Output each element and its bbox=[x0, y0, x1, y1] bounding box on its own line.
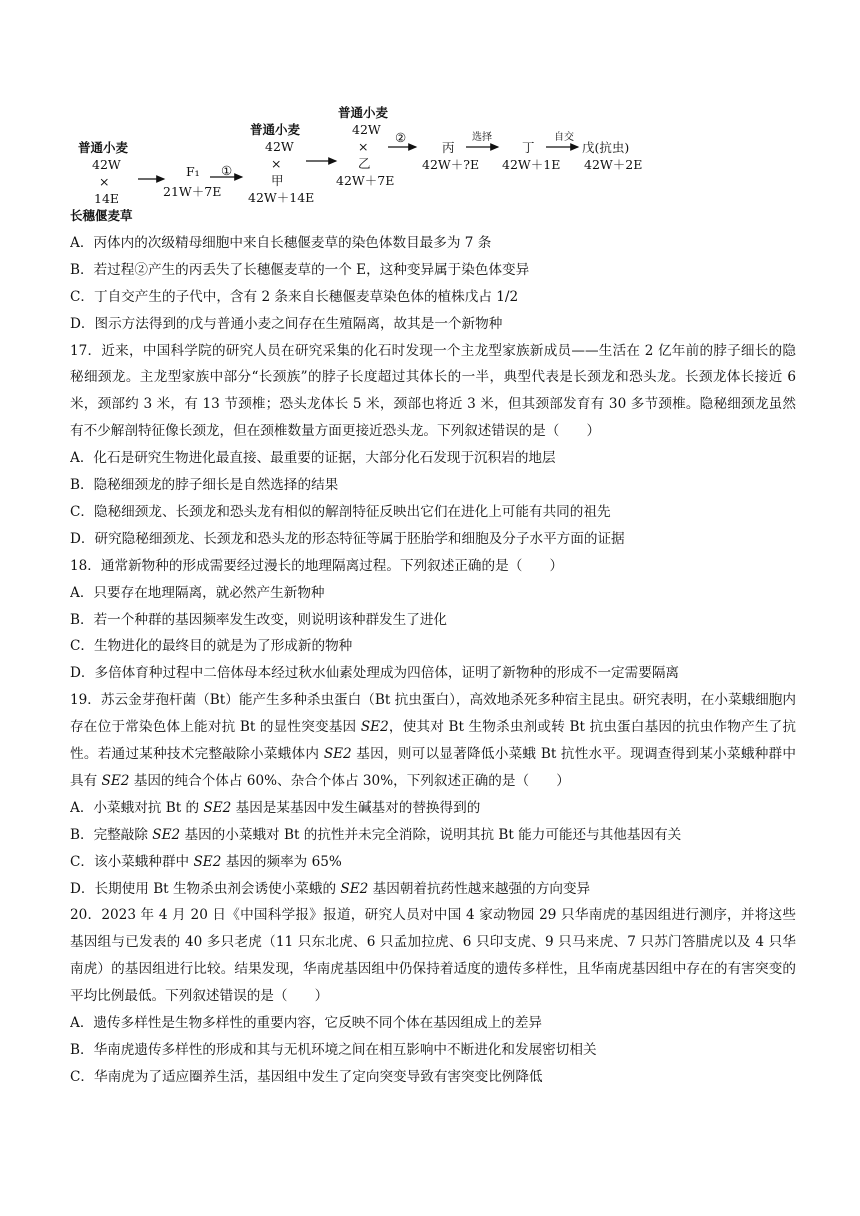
q16-option-b: B．若过程②产生的丙丢失了长穗偃麦草的一个 E，这种变异属于染色体变异 bbox=[70, 261, 530, 278]
diagram-yi-chrom: 42W＋7E bbox=[336, 173, 395, 188]
q17-stem: 17．近来，中国科学院的研究人员在研究采集的化石时发现一个主龙型家族新成员——生活在 2 亿年前的脖子细长的隐秘细颈龙。主龙型家族中部分“长颈族”的脖子长度超过其体长的一半，典型代表是长颈龙和恐头龙。长颈龙体长接近 6 米，颈部约 3 米，有 13 节颈椎；恐头龙体长 5 米，颈部也将近 3 米，但其颈部发育有 30 多节颈椎。隐秘细颈龙虽然有不少解剖特征像长颈龙，但在颈椎数量方面更接近恐头龙。下列叙述错误的是（ ） bbox=[70, 342, 796, 440]
q19-stem: 19．苏云金芽孢杆菌（Bt）能产生多种杀虫蛋白（Bt 抗虫蛋白），高效地杀死多种宿主昆虫。研究表明，在小菜蛾细胞内存在位于常染色体上能对抗 Bt 的显性突变基因 SE2，使其对 Bt 生物杀虫剂或转 Bt 抗虫蛋白基因的抗虫作物产生了抗性。若通过某种技术完整敲除小菜蛾体内 SE2 基因，则可以显著降低小菜蛾 Bt 抗性水平。现调查得到某小菜蛾种群中具有 SE2 基因的纯合个体占 60%、杂合个体占 30%，下列叙述正确的是（ ） bbox=[70, 692, 797, 789]
diagram-42w-3: 42W bbox=[352, 122, 381, 137]
q16-option-c: C．丁自交产生的子代中，含有 2 条来自长穗偃麦草染色体的植株戊占 1/2 bbox=[70, 288, 519, 305]
diagram-select: 选择 bbox=[472, 132, 492, 143]
diagram-ding: 丁 bbox=[522, 140, 535, 155]
q18-option-c: C．生物进化的最终目的就是为了形成新的物种 bbox=[70, 638, 353, 655]
q17-option-d: D．研究隐秘细颈龙、长颈龙和恐头龙的形态特征等属于胚胎学和细胞及分子水平方面的证据 bbox=[70, 530, 625, 547]
diagram-wheat-1: 普通小麦 bbox=[78, 140, 129, 155]
breeding-diagram bbox=[70, 100, 690, 226]
q20-option-a: A．遗传多样性是生物多样性的重要内容，它反映不同个体在基因组成上的差异 bbox=[70, 1015, 543, 1032]
q16-option-d: D．图示方法得到的戊与普通小麦之间存在生殖隔离，故其是一个新物种 bbox=[70, 315, 503, 332]
diagram-cross-3: × bbox=[358, 139, 369, 154]
q19-option-d: D．长期使用 Bt 生物杀虫剂会诱使小菜蛾的 SE2 基因朝着抗药性越来越强的方向变异 bbox=[70, 880, 591, 897]
q17-option-b: B．隐秘细颈龙的脖子细长是自然选择的结果 bbox=[70, 477, 339, 494]
question-content bbox=[70, 230, 796, 1091]
diagram-wu: 戊(抗虫) bbox=[582, 140, 630, 155]
diagram-wheat-2: 普通小麦 bbox=[250, 122, 301, 137]
q19-option-b: B．完整敲除 SE2 基因的小菜蛾对 Bt 的抗性并未完全消除，说明其抗 Bt 能力可能还与其他基因有关 bbox=[70, 826, 682, 843]
diagram-bing-chrom: 42W＋?E bbox=[422, 157, 480, 172]
diagram-ding-chrom: 42W＋1E bbox=[502, 157, 561, 172]
q20-option-c: C．华南虎为了适应圈养生活，基因组中发生了定向突变导致有害突变比例降低 bbox=[70, 1068, 543, 1085]
diagram-ryegrass: 长穗偃麦草 bbox=[70, 208, 133, 223]
q19-option-a: A．小菜蛾对抗 Bt 的 SE2 基因是某基因中发生碱基对的替换得到的 bbox=[70, 799, 481, 816]
diagram-wu-chrom: 42W＋2E bbox=[584, 157, 643, 172]
q19-option-c: C．该小菜蛾种群中 SE2 基因的频率为 65% bbox=[70, 853, 342, 870]
q20-stem: 20．2023 年 4 月 20 日《中国科学报》报道，研究人员对中国 4 家动物园 29 只华南虎的基因组进行测序，并将这些基因组与已发表的 40 多只老虎（11 只东北虎、6 只孟加拉虎、6 只印支虎、9 只马来虎、7 只苏门答腊虎以及 4 只华南虎）的基因组进行比较。结果发现，华南虎基因组中仍保持着适度的遗传多样性，且华南虎基因组中存在的有害突变的平均比例最低。下列叙述错误的是（ ） bbox=[70, 907, 796, 1005]
diagram-step-2: ② bbox=[395, 130, 407, 145]
diagram-14e: 14E bbox=[94, 191, 120, 206]
diagram-wheat-3: 普通小麦 bbox=[338, 105, 389, 120]
diagram-42w-2: 42W bbox=[265, 139, 294, 154]
q16-option-a: A．丙体内的次级精母细胞中来自长穗偃麦草的染色体数目最多为 7 条 bbox=[70, 235, 492, 251]
q20-option-b: B．华南虎遗传多样性的形成和其与无机环境之间在相互影响中不断进化和发展密切相关 bbox=[70, 1041, 597, 1058]
diagram-cross-2: × bbox=[271, 156, 282, 171]
diagram-cross-1: × bbox=[99, 174, 110, 189]
q18-option-b: B．若一个种群的基因频率发生改变，则说明该种群发生了进化 bbox=[70, 611, 448, 628]
diagram-step-1: ① bbox=[221, 163, 233, 178]
q17-option-c: C．隐秘细颈龙、长颈龙和恐头龙有相似的解剖特征反映出它们在进化上可能有共同的祖先 bbox=[70, 503, 611, 520]
diagram-jia-chrom: 42W＋14E bbox=[248, 190, 315, 205]
diagram-42w-1: 42W bbox=[92, 157, 121, 172]
diagram-self: 自交 bbox=[554, 132, 574, 143]
q17-option-a: A．化石是研究生物进化最直接、最重要的证据，大部分化石发现于沉积岩的地层 bbox=[70, 450, 556, 467]
q18-option-a: A．只要存在地理隔离，就必然产生新物种 bbox=[70, 584, 325, 601]
diagram-yi: 乙 bbox=[358, 156, 371, 171]
diagram-jia: 甲 bbox=[271, 173, 284, 188]
q18-stem: 18．通常新物种的形成需要经过漫长的地理隔离过程。下列叙述正确的是（ ） bbox=[70, 557, 564, 574]
diagram-f1-chrom: 21W＋7E bbox=[163, 184, 222, 199]
diagram-bing: 丙 bbox=[442, 140, 455, 155]
q18-option-d: D．多倍体育种过程中二倍体母本经过秋水仙素处理成为四倍体，证明了新物种的形成不一定需要隔离 bbox=[70, 665, 680, 682]
diagram-f1: F₁ bbox=[186, 164, 200, 179]
